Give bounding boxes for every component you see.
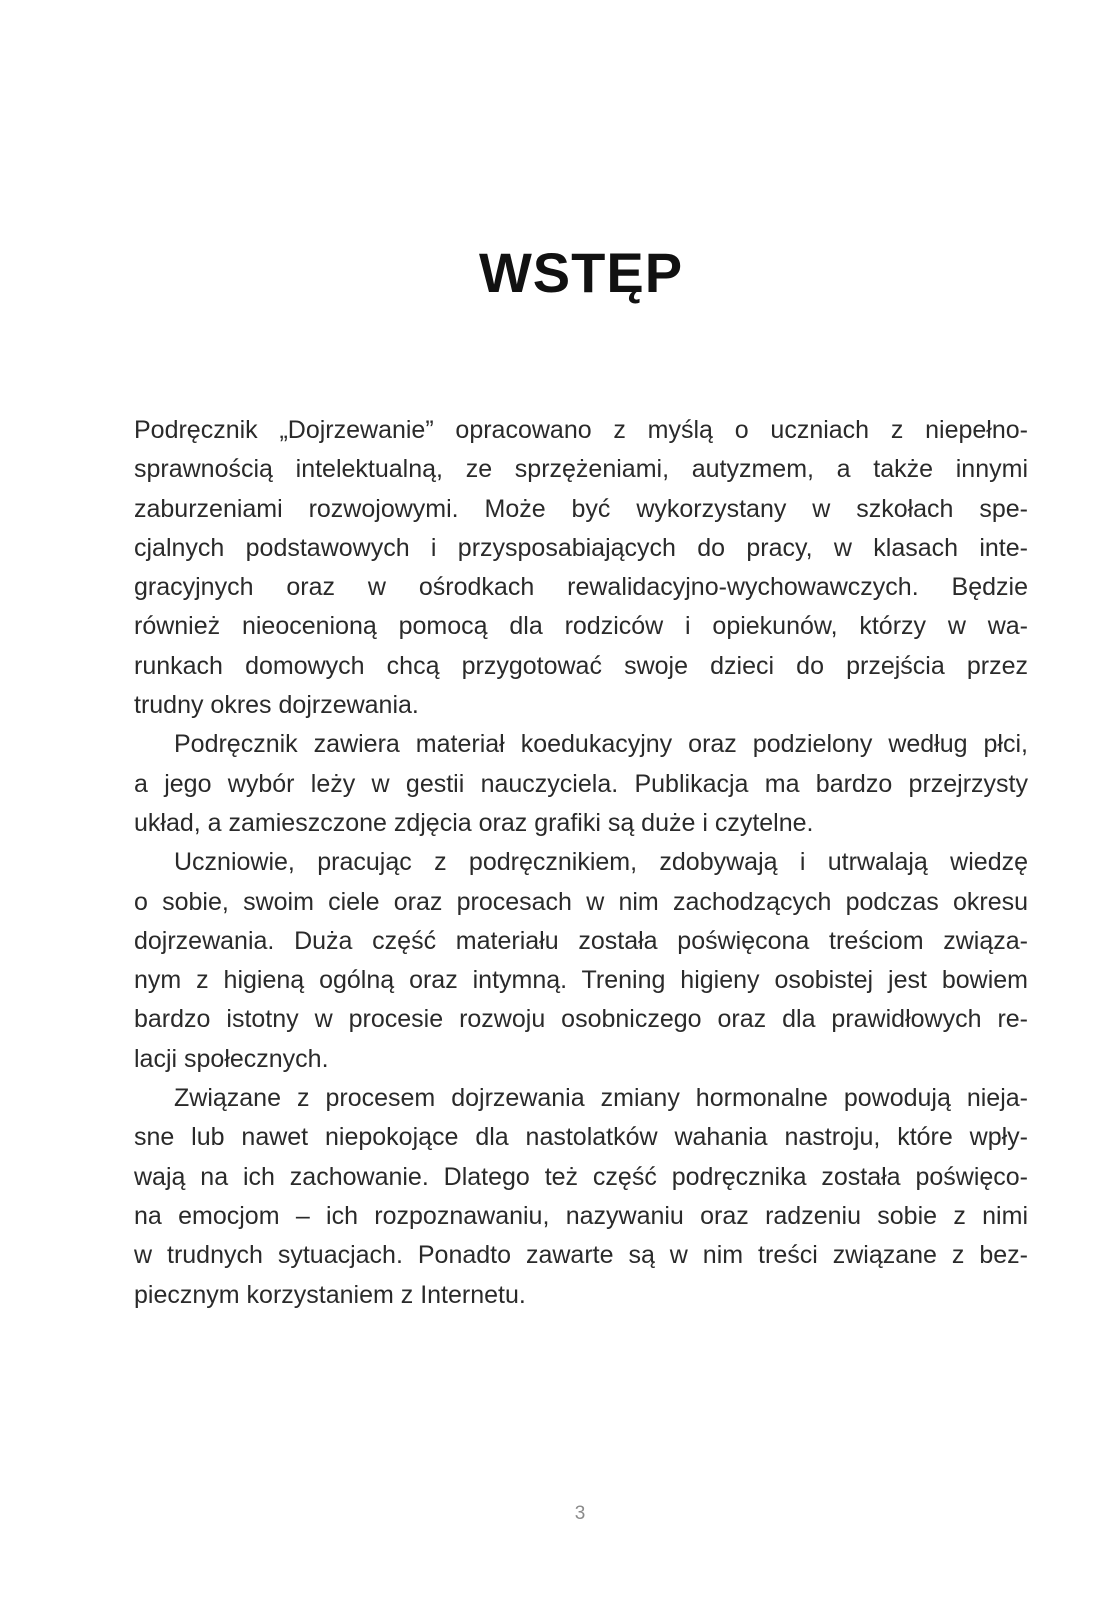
text-line: nym z higieną ogólną oraz intymną. Trening higieny osobistej jest bowiem [134, 966, 1028, 995]
paragraph [134, 411, 1028, 725]
text-line: cjalnych podstawowych i przysposabiających do pracy, w klasach inte- [134, 533, 1028, 562]
page-title: WSTĘP [478, 241, 684, 304]
text-line: bardzo istotny w procesie rozwoju osobniczego oraz dla prawidłowych re- [134, 1005, 1028, 1034]
paragraph [134, 843, 1028, 1079]
text-line: układ, a zamieszczone zdjęcia oraz grafiki są duże i czytelne. [134, 808, 814, 837]
text-line: sprawnością intelektualną, ze sprzężeniami, autyzmem, a także innymi [134, 455, 1028, 484]
paragraph [134, 725, 1028, 843]
text-line: runkach domowych chcą przygotować swoje dzieci do przejścia przez [134, 651, 1028, 680]
text-line: również nieocenioną pomocą dla rodziców i opiekunów, którzy w wa- [134, 612, 1028, 641]
text-line: piecznym korzystaniem z Internetu. [134, 1280, 526, 1309]
text-line: lacji społecznych. [134, 1044, 329, 1073]
text-line: gracyjnych oraz w ośrodkach rewalidacyjno-wychowawczych. Będzie [134, 573, 1028, 602]
text-line: Uczniowie, pracując z podręcznikiem, zdobywają i utrwalają wiedzę [174, 848, 1028, 877]
text-line: a jego wybór leży w gestii nauczyciela. Publikacja ma bardzo przejrzysty [134, 769, 1028, 798]
text-line: wają na ich zachowanie. Dlatego też część podręcznika została poświęco- [134, 1162, 1028, 1191]
paragraph [134, 1079, 1028, 1315]
text-line: w trudnych sytuacjach. Ponadto zawarte są w nim treści związane z bez- [134, 1241, 1028, 1270]
text-line: dojrzewania. Duża część materiału została poświęcona treściom związa- [134, 926, 1028, 955]
text-line: zaburzeniami rozwojowymi. Może być wykorzystany w szkołach spe- [134, 494, 1028, 523]
text-line: o sobie, swoim ciele oraz procesach w nim zachodzących podczas okresu [134, 887, 1028, 916]
text-line: Podręcznik zawiera materiał koedukacyjny oraz podzielony według płci, [174, 730, 1028, 759]
body-text [134, 411, 1028, 1315]
text-line: Związane z procesem dojrzewania zmiany hormonalne powodują nieja- [174, 1084, 1028, 1113]
page-number: 3 [574, 1503, 586, 1524]
text-line: trudny okres dojrzewania. [134, 691, 419, 720]
text-line: Podręcznik „Dojrzewanie” opracowano z myślą o uczniach z niepełno- [134, 416, 1028, 444]
text-line: sne lub nawet niepokojące dla nastolatków wahania nastroju, które wpły- [134, 1123, 1028, 1152]
text-line: na emocjom – ich rozpoznawaniu, nazywaniu oraz radzeniu sobie z nimi [134, 1201, 1028, 1230]
